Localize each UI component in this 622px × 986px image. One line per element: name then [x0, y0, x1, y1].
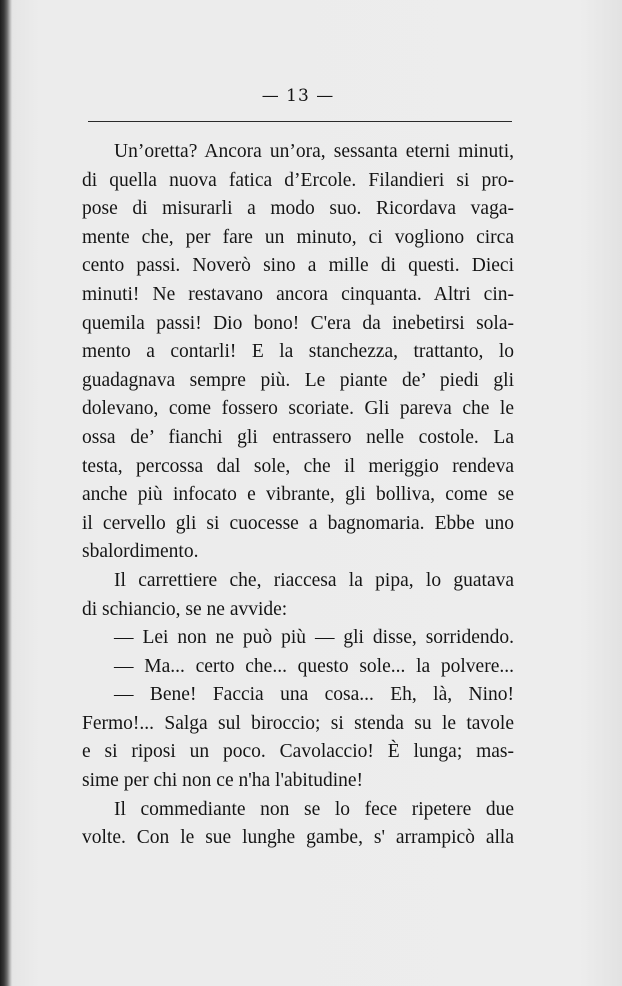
text-line: anche più infocato e vibrante, gli bolliva, come se	[82, 484, 514, 506]
text-line: Un’oretta? Ancora un’ora, sessanta eterni minuti,	[114, 141, 514, 162]
text-line: quemila passi! Dio bono! C'era da inebetirsi sola-	[82, 312, 514, 334]
text-line: pose di misurarli a modo suo. Ricordava vaga-	[82, 198, 514, 220]
text-line: Il carrettiere che, riaccesa la pipa, lo guatava	[114, 569, 514, 591]
text-line: il cervello gli si cuocesse a bagnomaria. Ebbe uno	[82, 512, 514, 534]
text-line: testa, percossa dal sole, che il meriggio rendeva	[82, 455, 514, 477]
text-line: volte. Con le sue lunghe gambe, s' arrampicò alla	[82, 827, 514, 849]
text-line: Fermo!... Salga sul biroccio; si stenda su le tavole	[82, 712, 514, 734]
page-binding-edge	[0, 0, 12, 986]
text-line: guadagnava sempre più. Le piante de’ piedi gli	[82, 369, 514, 391]
text-line: e si riposi un poco. Cavolaccio! È lunga; mas-	[82, 741, 514, 763]
text-line: — Lei non ne può più — gli disse, sorridendo.	[114, 627, 514, 649]
text-line: — Ma... certo che... questo sole... la polvere...	[114, 655, 514, 677]
text-line: di schiancio, se ne avvide:	[82, 598, 288, 620]
body-text	[82, 138, 514, 853]
text-line: sbalordimento.	[82, 541, 199, 563]
text-line: sime per chi non ce n'ha l'abitudine!	[82, 770, 364, 792]
text-line: ossa de’ fianchi gli entrassero nelle costole. La	[82, 426, 514, 448]
text-line: di quella nuova fatica d’Ercole. Filandieri si pro-	[82, 169, 514, 191]
page-number: — 13 —	[261, 86, 335, 106]
header-rule	[88, 121, 512, 122]
text-line: Il commediante non se lo fece ripetere due	[114, 798, 514, 820]
text-line: mento a contarli! E la stanchezza, trattanto, lo	[82, 341, 514, 363]
text-line: minuti! Ne restavano ancora cinquanta. Altri cin-	[82, 283, 514, 305]
text-line: cento passi. Noverò sino a mille di questi. Dieci	[82, 255, 514, 277]
text-line: — Bene! Faccia una cosa... Eh, là, Nino!	[114, 684, 514, 706]
text-line: dolevano, come fossero scoriate. Gli pareva che le	[82, 398, 514, 420]
text-line: mente che, per fare un minuto, ci vogliono circa	[82, 226, 514, 248]
